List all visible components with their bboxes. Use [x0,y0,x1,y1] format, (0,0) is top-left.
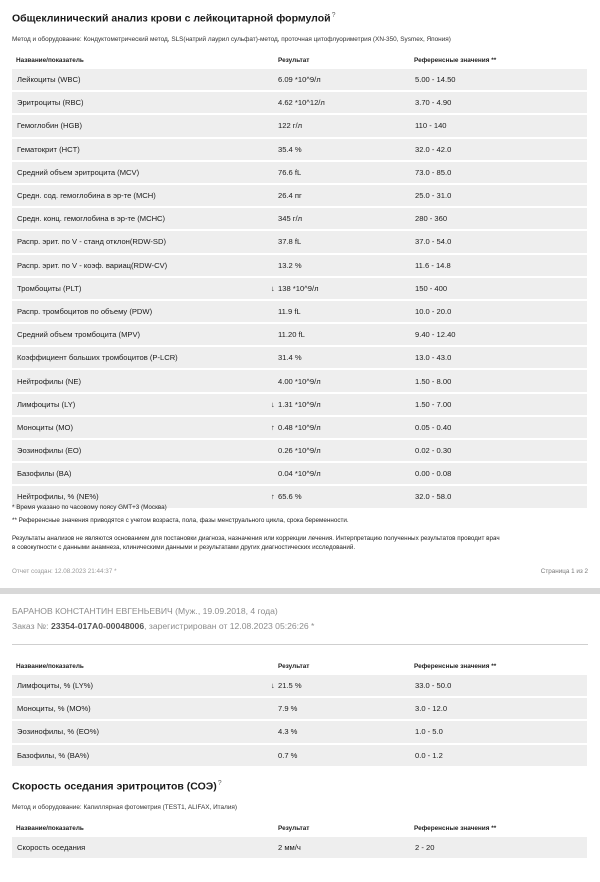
table-row [12,207,587,230]
row-reference: 10.0 - 20.0 [410,300,587,323]
table-row [12,346,587,369]
result-value: 13.2 % [278,260,302,270]
report-created: Отчет создан: 12.08.2023 21:44:37 * [12,568,117,575]
note-disclaimer-1: Результаты анализов не являются основанием для постановки диагноза, назначения или коррекции лечения. Интерпретацию полученных результатов проводит врач [12,535,500,542]
row-reference: 3.70 - 4.90 [410,91,587,114]
divider [12,644,588,645]
row-name: Лимфоциты (LY) [12,393,274,416]
result-value: 4.00 *10^9/л [278,376,321,386]
result-value: 2 мм/ч [278,843,301,853]
page-number: Страница 1 из 2 [540,568,588,575]
row-result [274,323,410,346]
table-row [12,462,587,485]
result-value: 0.7 % [278,750,298,760]
row-result [274,369,410,392]
row-reference: 32.0 - 42.0 [410,138,587,161]
result-value: 4.62 *10^12/л [278,98,325,108]
row-reference: 280 - 360 [410,207,587,230]
row-name: Нейтрофилы (NE) [12,369,274,392]
table-row [12,369,587,392]
row-name: Лейкоциты (WBC) [12,69,274,92]
info-icon[interactable]: ? [217,780,222,787]
table-row [12,69,587,92]
row-result [274,161,410,184]
row-result [274,184,410,207]
table-row [12,675,587,698]
row-result [271,277,410,300]
result-value: 6.09 *10^9/л [278,75,321,85]
results-table-cbc [12,52,587,510]
table-row [12,439,587,462]
row-reference: 0.00 - 0.08 [410,462,587,485]
row-name: Моноциты (MO) [12,416,274,439]
row-reference: 1.50 - 8.00 [410,369,587,392]
header-result: Результат [274,658,410,675]
result-value: 138 *10^9/л [278,283,319,293]
row-result [271,675,410,698]
note-disclaimer-2: в совокупности с данными анамнеза, клиническими данными и результатами других диагностических исследований. [12,544,356,551]
order-info: Заказ №: 23354-017A0-00048006, зарегистрирован от 12.08.2023 05:26:26 * [12,621,315,631]
result-value: 4.3 % [278,727,298,737]
row-reference: 11.6 - 14.8 [410,254,587,277]
row-reference: 150 - 400 [410,277,587,300]
row-name: Коэффициент больших тромбоцитов (P-LCR) [12,346,274,369]
method-description: Метод и оборудование: Кондуктометрический метод, SLS(натрий лаурил сульфат)-метод, проточная цитофлуориметрия (XN-350, Sysmex, Япония) [12,36,451,43]
row-reference: 37.0 - 54.0 [410,230,587,253]
header-ref: Референсные значения ** [410,658,587,675]
arrow-down-icon: ↓ [271,283,275,293]
row-name: Эозинофилы (EO) [12,439,274,462]
row-result [274,91,410,114]
result-value: 11.9 fL [278,306,301,316]
table-row [12,230,587,253]
header-ref: Референсные значения ** [410,820,587,837]
result-value: 0.04 *10^9/л [278,469,321,479]
row-reference: 0.0 - 1.2 [410,744,587,767]
order-number: 23354-017A0-00048006 [50,621,145,631]
arrow-down-icon: ↓ [271,681,275,691]
result-value: 35.4 % [278,144,302,154]
row-name: Базофилы, % (BA%) [12,744,274,767]
table-row [12,720,587,743]
row-result [274,207,410,230]
table-row [12,91,587,114]
info-icon[interactable]: ? [331,12,336,19]
result-value: 7.9 % [278,704,298,714]
row-result [274,69,410,92]
row-reference: 2 - 20 [410,837,587,860]
arrow-up-icon: ↑ [271,492,275,502]
row-name: Скорость оседания [12,837,274,860]
row-result [271,393,410,416]
row-name: Нейтрофилы, % (NE%) [12,485,274,508]
row-name: Средн. конц. гемоглобина в эр-те (MCHC) [12,207,274,230]
row-reference: 5.00 - 14.50 [410,69,587,92]
row-reference: 110 - 140 [410,114,587,137]
table-row [12,744,587,767]
table-row [12,254,587,277]
results-table-cbc-cont [12,658,587,768]
row-result [271,485,410,508]
table-row [12,416,587,439]
arrow-up-icon: ↑ [271,422,275,432]
result-value: 1.31 *10^9/л [278,399,321,409]
row-reference: 1.0 - 5.0 [410,720,587,743]
row-name: Базофилы (BA) [12,462,274,485]
row-name: Средний объем эритроцита (MCV) [12,161,274,184]
result-value: 65.6 % [278,492,302,502]
note-timezone: * Время указано по часовому поясу GMT+3 (Москва) [12,504,167,511]
table-row [12,323,587,346]
result-value: 37.8 fL [278,237,302,247]
header-name: Название/показатель [12,820,274,837]
header-result: Результат [274,820,410,837]
row-name: Средний объем тромбоцита (MPV) [12,323,274,346]
row-name: Тромбоциты (PLT) [12,277,274,300]
row-result [274,138,410,161]
row-result [274,462,410,485]
row-reference: 73.0 - 85.0 [410,161,587,184]
result-value: 21.5 % [278,681,302,691]
section-title-esr: Скорость оседания эритроцитов (СОЭ)? [12,780,222,793]
row-name: Эозинофилы, % (EO%) [12,720,274,743]
header-name: Название/показатель [12,658,274,675]
row-name: Средн. сод. гемоглобина в эр-те (MCH) [12,184,274,207]
row-reference: 33.0 - 50.0 [410,675,587,698]
row-reference: 25.0 - 31.0 [410,184,587,207]
row-reference: 0.02 - 0.30 [410,439,587,462]
row-result [274,720,410,743]
row-result [274,439,410,462]
row-result [271,416,410,439]
row-result [274,230,410,253]
result-value: 76.6 fL [278,167,302,177]
row-reference: 1.50 - 7.00 [410,393,587,416]
result-value: 0.48 *10^9/л [278,422,321,432]
row-result [274,346,410,369]
result-value: 122 г/л [278,121,303,131]
row-name: Эритроциты (RBC) [12,91,274,114]
patient-info: БАРАНОВ КОНСТАНТИН ЕВГЕНЬЕВИЧ (Муж., 19.09.2018, 4 года) [12,606,278,616]
result-value: 26.4 пг [278,191,302,201]
header-name: Название/показатель [12,52,274,69]
result-value: 0.26 *10^9/л [278,446,321,456]
row-result [274,837,410,860]
row-reference: 9.40 - 12.40 [410,323,587,346]
result-value: 345 г/л [278,214,303,224]
row-name: Распр. эрит. по V - станд отклон(RDW-SD) [12,230,274,253]
row-reference: 0.05 - 0.40 [410,416,587,439]
row-result [274,114,410,137]
row-name: Моноциты, % (MO%) [12,697,274,720]
row-name: Распр. тромбоцитов по объему (PDW) [12,300,274,323]
header-ref: Референсные значения ** [410,52,587,69]
table-row [12,393,587,416]
row-result [274,697,410,720]
table-row [12,161,587,184]
results-table-esr [12,820,587,860]
row-reference: 13.0 - 43.0 [410,346,587,369]
note-reference: ** Референсные значения приводятся с учетом возраста, пола, фазы менструального цикла, срока беременности. [12,517,349,524]
row-reference: 32.0 - 58.0 [410,485,587,508]
table-row [12,837,587,860]
table-row [12,184,587,207]
table-row [12,697,587,720]
table-row [12,300,587,323]
method-description-esr: Метод и оборудование: Капиллярная фотометрия (TEST1, ALIFAX, Италия) [12,804,237,811]
row-name: Гематокрит (HCT) [12,138,274,161]
row-reference: 3.0 - 12.0 [410,697,587,720]
result-value: 11.20 fL [278,330,305,340]
row-name: Лимфоциты, % (LY%) [12,675,274,698]
row-result [274,300,410,323]
row-name: Распр. эрит. по V - коэф. вариац(RDW-CV) [12,254,274,277]
table-row [12,114,587,137]
row-result [274,254,410,277]
row-name: Гемоглобин (HGB) [12,114,274,137]
report-page-2 [0,594,600,882]
header-result: Результат [274,52,410,69]
arrow-down-icon: ↓ [271,399,275,409]
table-row [12,138,587,161]
table-row [12,277,587,300]
section-title-cbc: Общеклинический анализ крови с лейкоцитарной формулой? [12,12,336,25]
result-value: 31.4 % [278,353,302,363]
row-result [274,744,410,767]
